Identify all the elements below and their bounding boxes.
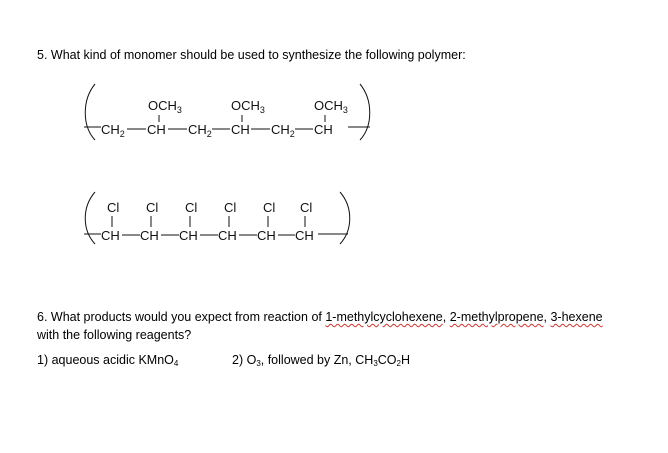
polymer-1-backbone-6: CH	[314, 122, 333, 137]
compound-2-methylpropene: 2-methylpropene	[449, 310, 544, 324]
polymer-2-pendant-3: Cl	[185, 200, 198, 215]
question-6-separator-1: ,	[442, 310, 450, 324]
polymer-2-backbone-1: CH	[101, 228, 120, 243]
reagent-1-text: 1) aqueous acidic KMnO	[37, 353, 174, 367]
reagent-2-text-d: H	[400, 353, 410, 367]
compound-1-methylcyclohexene: 1-methylcyclohexene	[325, 310, 443, 324]
reagent-2-subscript-1: 3	[256, 359, 261, 368]
reagent-2	[232, 352, 410, 368]
reagent-2-text-c: CO	[377, 353, 397, 367]
polymer-1-structure	[84, 84, 370, 140]
question-6-text-line2: with the following reagents?	[37, 328, 192, 342]
question-6-separator-2: ,	[543, 310, 551, 324]
question-6-text-line1	[37, 309, 603, 325]
polymer-1-left-paren	[85, 84, 95, 140]
polymer-2-structure	[84, 192, 350, 244]
polymer-1-backbone-3: $CH_2$	[188, 122, 212, 139]
polymer-1-pendant-3: $OCH_3$	[314, 98, 348, 115]
polymer-1-pendant-1: $OCH_3$	[148, 98, 182, 115]
reagent-1	[37, 352, 178, 368]
compound-3-hexene: 3-hexene	[550, 310, 603, 324]
reagent-2-subscript-3: 2	[396, 359, 401, 368]
polymer-2-backbone-3: CH	[179, 228, 198, 243]
polymer-1-backbone-4: CH	[231, 122, 250, 137]
polymer-1-right-paren	[360, 84, 370, 140]
question-5-text: 5. What kind of monomer should be used to synthesize the following polymer:	[37, 48, 466, 62]
reagent-2-text-a: 2) O	[232, 353, 257, 367]
polymer-1-backbone-2: CH	[147, 122, 166, 137]
polymer-2-pendant-4: Cl	[224, 200, 237, 215]
polymer-2-pendant-6: Cl	[300, 200, 313, 215]
polymer-2-backbone-5: CH	[257, 228, 276, 243]
polymer-2-pendant-5: Cl	[263, 200, 276, 215]
polymer-2-backbone-2: CH	[140, 228, 159, 243]
polymer-2-backbone-6: CH	[295, 228, 314, 243]
reagent-2-text-b: , followed by Zn, CH	[260, 353, 374, 367]
polymer-1-backbone-1: $CH_2$	[101, 122, 125, 139]
polymer-2-pendant-2: Cl	[146, 200, 159, 215]
polymer-2-left-paren	[85, 192, 95, 244]
reagent-2-subscript-2: 3	[373, 359, 378, 368]
polymer-1-pendant-2: $OCH_3$	[231, 98, 265, 115]
question-6-prefix: 6. What products would you expect from reaction of	[37, 310, 326, 324]
polymer-2-right-paren	[340, 192, 350, 244]
polymer-2-backbone-4: CH	[218, 228, 237, 243]
polymer-2-pendant-1: Cl	[107, 200, 120, 215]
reagent-1-subscript: 4	[173, 359, 179, 368]
polymer-1-backbone-5: $CH_2$	[271, 122, 295, 139]
